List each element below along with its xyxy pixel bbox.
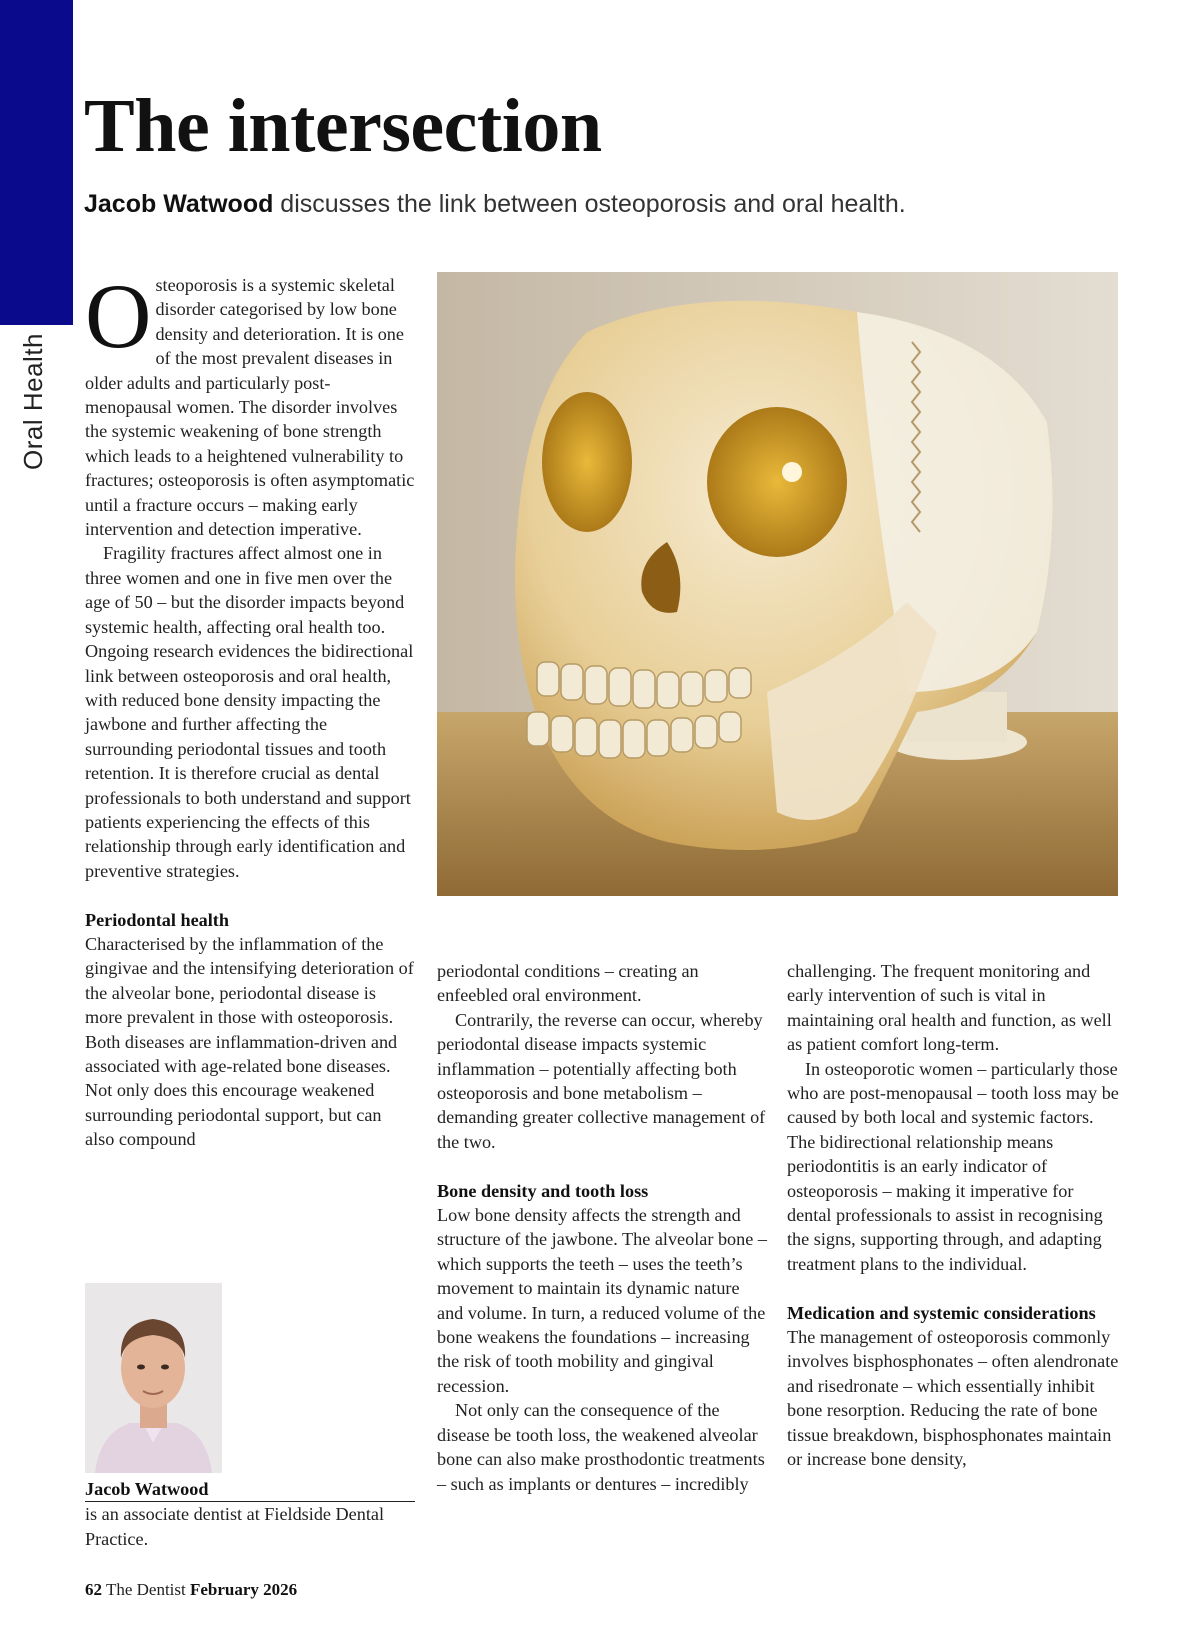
- section-color-bar: [0, 0, 73, 325]
- issue-date: February 2026: [190, 1580, 298, 1599]
- author-description: is an associate dentist at Fieldside Dental Practice.: [85, 1504, 385, 1549]
- subheading-bone-density: Bone density and tooth loss: [437, 1180, 649, 1201]
- article-column-1: [85, 265, 415, 1152]
- paragraph: Contrarily, the reverse can occur, whereby periodontal disease impacts systemic inflammation – potentially affecting both osteoporosis and bone metabolism – demanding greater collective management of the two.: [437, 1009, 766, 1152]
- author-portrait: [85, 1283, 222, 1473]
- article-column-2: [437, 959, 769, 1496]
- subheading-medication: Medication and systemic considerations: [787, 1302, 1096, 1323]
- paragraph: Not only can the consequence of the disease be tooth loss, the weakened alveolar bone can also make prosthodontic treatments – such as implants or dentures – incredibly: [437, 1400, 765, 1494]
- paragraph: challenging. The frequent monitoring and early intervention of such is vital in maintaining oral health and function, as well as patient comfort long-term.: [787, 961, 1112, 1055]
- paragraph: Characterised by the inflammation of the gingivae and the intensifying deterioration of the alveolar bone, periodontal disease is more prevalent in those with osteoporosis. Both diseases are inflammation-driven and associated with age-related bone diseases. Not only does this encourage weakened surrounding periodontal support, but can also compound: [85, 933, 414, 1150]
- author-bio: [85, 1477, 415, 1551]
- page-footer: [85, 1580, 297, 1600]
- author-name: Jacob Watwood: [85, 1477, 415, 1502]
- page-number: 62: [85, 1580, 102, 1599]
- paragraph: The management of osteoporosis commonly involves bisphosphonates – often alendronate and risedronate – which essentially inhibit bone resorption. Reducing the rate of bone tissue breakdown, bisphosphonates maintain or increase bone density,: [787, 1327, 1119, 1470]
- skull-model-photo: [437, 272, 1118, 896]
- article-column-3: [787, 959, 1121, 1472]
- paragraph: Low bone density affects the strength and structure of the jawbone. The alveolar bone – which supports the teeth – uses the teeth’s movement to maintain its dynamic nature and volume. In turn, a reduced volume of the bone weakens the foundations – increasing the risk of tooth mobility and gingival recession.: [437, 1205, 767, 1396]
- standfirst-text: discusses the link between osteoporosis and oral health.: [273, 190, 906, 218]
- intro-paragraph: [85, 265, 415, 541]
- standfirst-author: Jacob Watwood: [84, 190, 274, 218]
- drop-cap: O: [85, 265, 152, 367]
- paragraph: periodontal conditions – creating an enfeebled oral environment.: [437, 961, 699, 1006]
- article-title: The intersection: [84, 84, 602, 168]
- publication-name: The Dentist: [105, 1580, 186, 1599]
- paragraph: Fragility fractures affect almost one in three women and one in five men over the age of 50 – but the disorder impacts beyond systemic health, affecting oral health too. Ongoing research evidences the bidirectional link between osteoporosis and oral health, with reduced bone density impacting the jawbone and further affecting the surrounding periodontal tissues and tooth retention. It is therefore crucial as dental professionals to both understand and support patients experiencing the effects of this relationship through early identification and preventive strategies.: [85, 543, 414, 881]
- intro-text: steoporosis is a systemic skeletal disorder categorised by low bone density and deterioration. It is one of the most prevalent diseases in older adults and particularly post-menopausal women. The disorder involves the systemic weakening of bone strength which leads to a heightened vulnerability to fractures; osteoporosis is often asymptomatic until a fracture occurs – making early intervention and detection imperative.: [85, 275, 415, 540]
- standfirst: [84, 190, 906, 219]
- paragraph: In osteoporotic women – particularly those who are post-menopausal – tooth loss may be caused by both local and systemic factors. The bidirectional relationship means periodontitis is an early indicator of osteoporosis – making it imperative for dental professionals to assist in recognising the signs, supporting through, and adapting treatment plans to the individual.: [787, 1058, 1119, 1274]
- subheading-periodontal: Periodontal health: [85, 909, 229, 930]
- section-label: Oral Health: [18, 333, 48, 470]
